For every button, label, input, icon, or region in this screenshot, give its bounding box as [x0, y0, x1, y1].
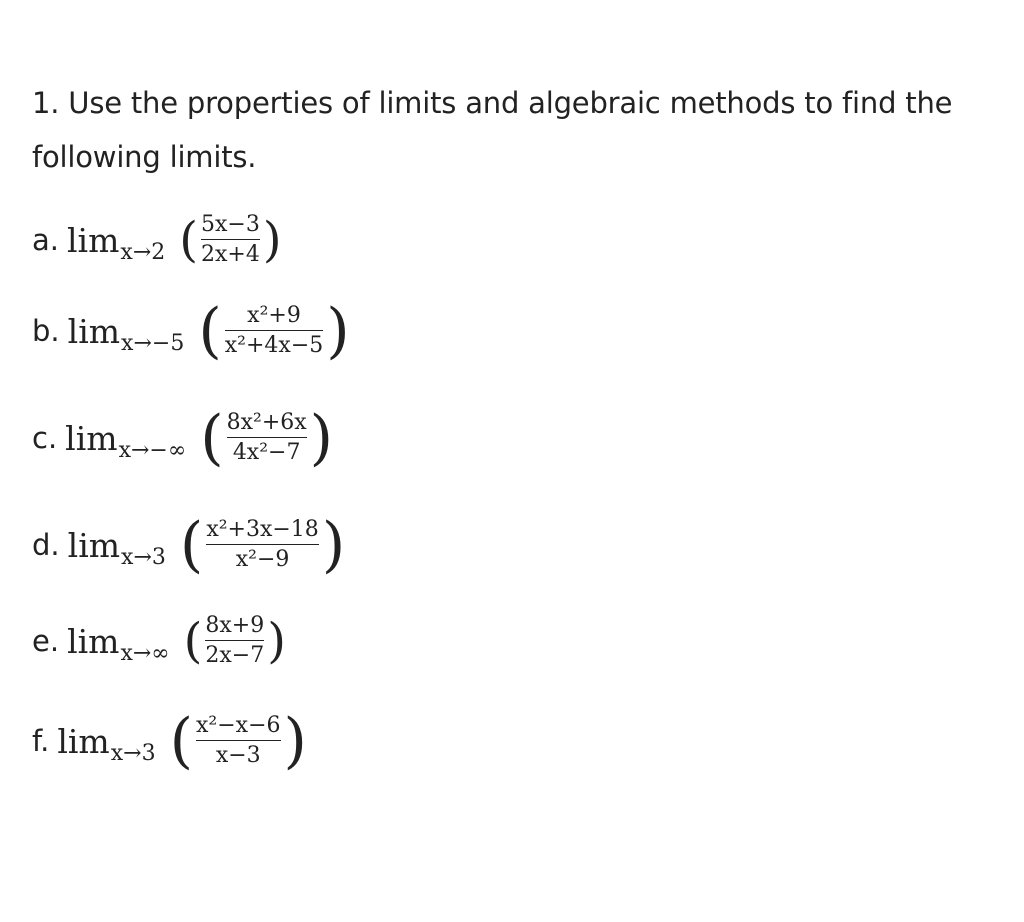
- fraction-bar: [225, 330, 324, 332]
- denominator: 2x−7: [205, 643, 265, 669]
- limit-approach: x→∞: [120, 640, 170, 666]
- numerator: x²+3x−18: [206, 516, 319, 542]
- limit-approach: x→3: [121, 544, 166, 570]
- problem-a: [32, 195, 282, 285]
- denominator: x²+4x−5: [224, 333, 324, 359]
- fraction-bar: [206, 544, 319, 546]
- question-text: 1. Use the properties of limits and algebraic methods to find the following limits.: [32, 86, 953, 174]
- right-paren: ): [283, 706, 307, 776]
- limit-operator: lim: [67, 525, 121, 565]
- fraction: [225, 303, 324, 360]
- left-paren: (: [179, 212, 198, 268]
- denominator: 2x+4: [200, 242, 260, 268]
- problem-f: [32, 696, 307, 786]
- fraction: [227, 410, 307, 467]
- limit-approach: x→−5: [121, 330, 185, 356]
- limit-operator: lim: [67, 220, 120, 260]
- fraction-bar: [205, 640, 264, 642]
- left-paren: (: [200, 403, 224, 473]
- limit-operator: lim: [65, 418, 118, 458]
- left-paren: (: [179, 510, 204, 580]
- left-paren: (: [183, 613, 203, 669]
- fraction: [206, 517, 319, 574]
- problem-c: [32, 393, 333, 483]
- limit-approach: x→3: [110, 740, 156, 766]
- problem-d: [32, 500, 345, 590]
- left-paren: (: [169, 706, 193, 776]
- right-paren: ): [326, 296, 350, 366]
- fraction: [205, 613, 264, 670]
- right-paren: ): [262, 212, 282, 268]
- fraction: [201, 212, 260, 269]
- problem-label: b.: [32, 314, 60, 348]
- problem-label: e.: [32, 624, 60, 658]
- limit-operator: lim: [67, 621, 120, 661]
- fraction-bar: [201, 239, 260, 241]
- denominator: x−3: [215, 743, 261, 769]
- fraction-bar: [196, 740, 281, 742]
- limit-operator: lim: [67, 311, 121, 351]
- numerator: 5x−3: [200, 211, 260, 237]
- fraction-bar: [227, 437, 307, 439]
- problem-label: f.: [32, 724, 50, 758]
- limit-approach: x→2: [120, 239, 166, 265]
- problem-label: d.: [32, 528, 60, 562]
- problem-label: a.: [32, 223, 59, 257]
- right-paren: ): [321, 510, 346, 580]
- right-paren: ): [267, 613, 286, 669]
- numerator: 8x²+6x: [226, 409, 307, 435]
- problem-b: [32, 286, 350, 376]
- denominator: 4x²−7: [232, 440, 301, 466]
- left-paren: (: [198, 296, 222, 366]
- denominator: x²−9: [235, 547, 290, 573]
- numerator: x²+9: [247, 302, 301, 328]
- numerator: x²−x−6: [196, 712, 281, 738]
- problem-e: [32, 596, 286, 686]
- right-paren: ): [309, 403, 334, 473]
- problem-label: c.: [32, 421, 58, 455]
- limit-operator: lim: [57, 721, 110, 761]
- numerator: 8x+9: [205, 612, 265, 638]
- fraction: [196, 713, 281, 770]
- limit-approach: x→−∞: [118, 437, 187, 463]
